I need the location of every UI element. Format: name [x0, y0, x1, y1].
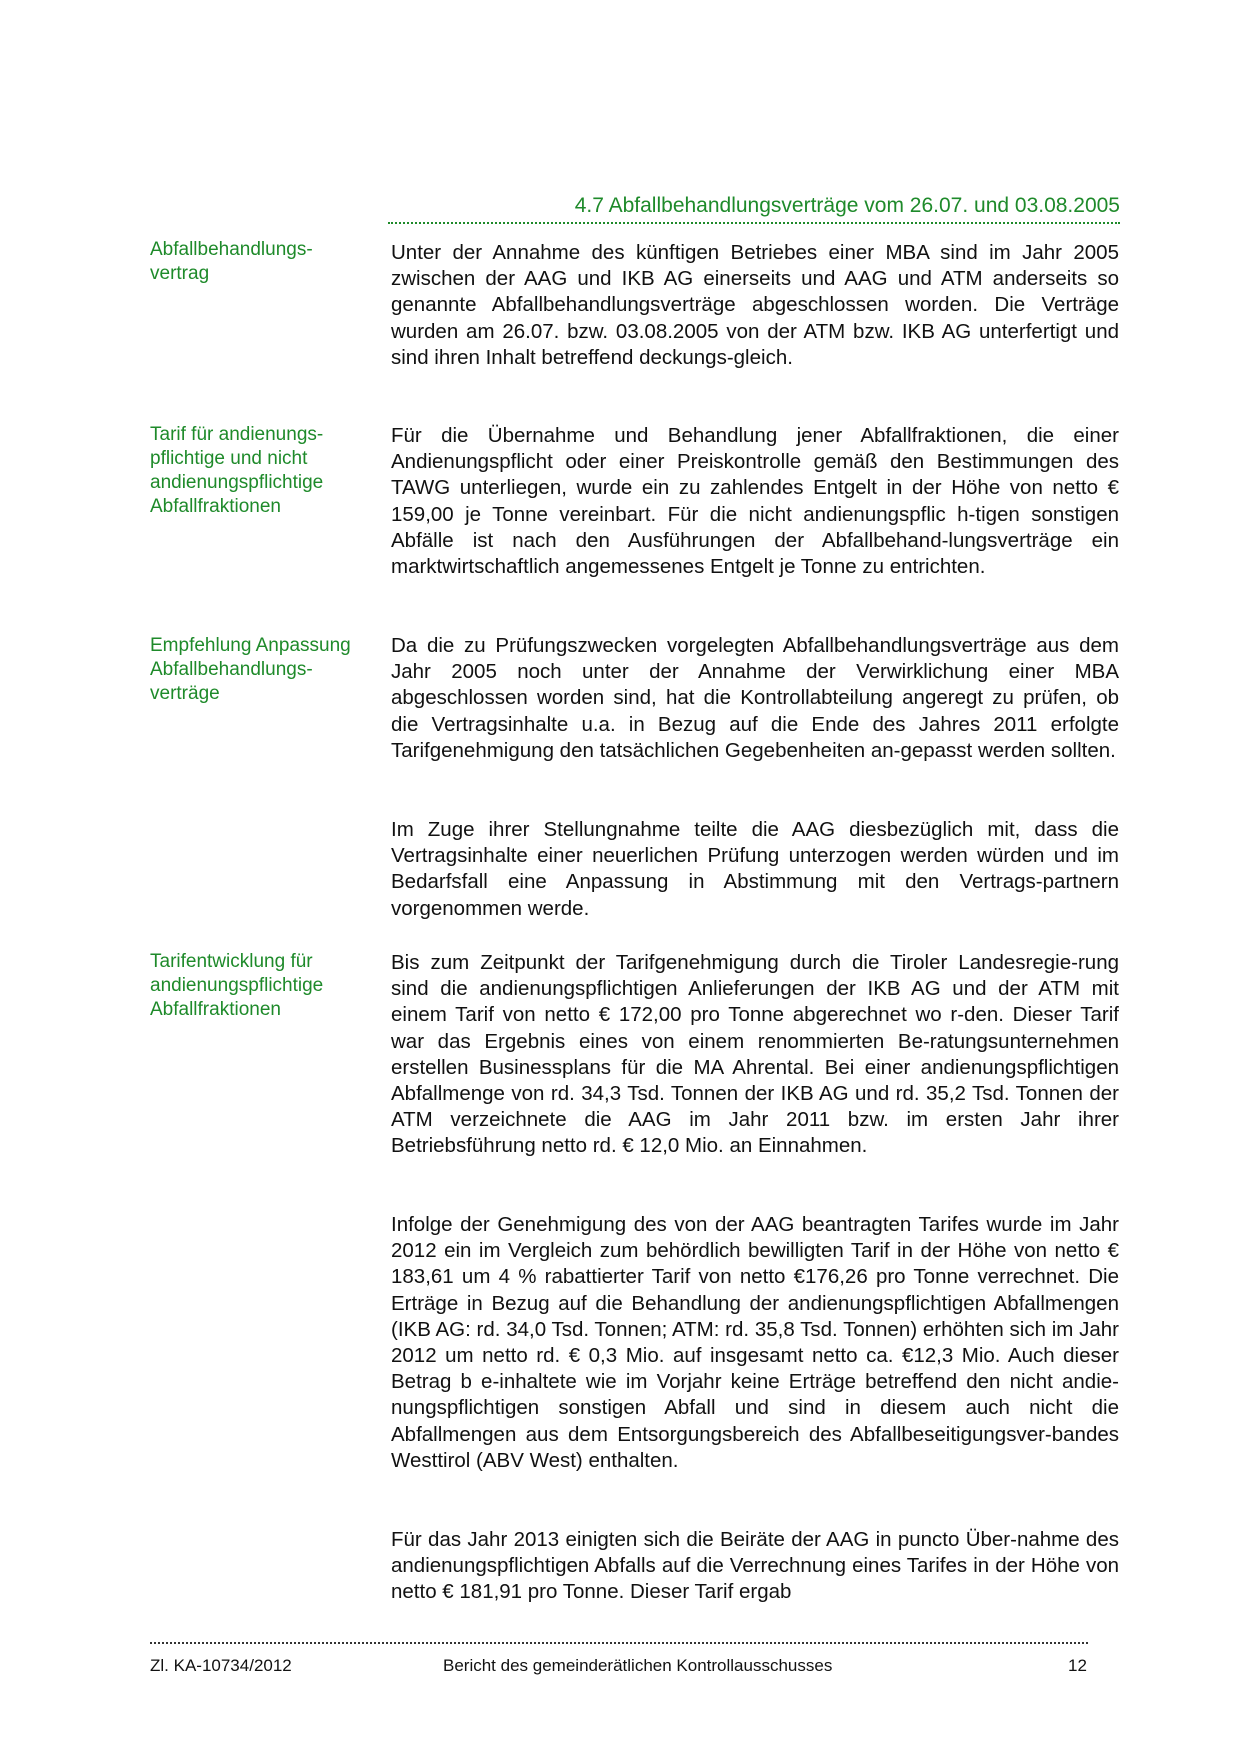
side-note-empfehlung: Empfehlung Anpassung Abfallbehandlungs- verträge [150, 635, 351, 704]
side-note-abfallbehandlungsvertrag: Abfallbehandlungs- vertrag [150, 239, 313, 284]
side-note-tarif: Tarif für andienungs- pflichtige und nicht andienungspflichtige Abfallfraktionen [150, 424, 324, 517]
paragraph: Für das Jahr 2013 einigten sich die Beiräte der AAG in puncto Über-nahme des andienungspflichtigen Abfalls auf die Verrechnung eines Tarifes in der Höhe von netto € 181,91 pro Tonne. Dieser Tarif ergab [391, 1528, 1119, 1604]
paragraph: Infolge der Genehmigung des von der AAG beantragten Tarifes wurde im Jahr 2012 ein im Vergleich zum behördlich bewilligten Tarif in der Höhe von netto € 183,61 um 4 % rabattierter Tarif von netto €176,26 pro Tonne verrechnet. Die Erträge in Bezug auf die Behandlung der andienungspflichtigen Abfallmengen (IKB AG: rd. 34,0 Tsd. Tonnen; ATM: rd. 35,8 Tsd. Tonnen) erhöhten sich im Jahr 2012 um netto rd. € 0,3 Mio. auf insgesamt netto ca. €12,3 Mio. Auch dieser Betrag b e-inhaltete wie im Vorjahr keine Erträge betreffend den nicht andie-nungspflichtigen sonstigen Abfall und sind in diesem auch nicht die Abfallmengen aus dem Entsorgungsbereich des Abfallbeseitigungsver-bandes Westtirol (ABV West) enthalten. [391, 1213, 1119, 1472]
paragraph: Bis zum Zeitpunkt der Tarifgenehmigung durch die Tiroler Landesregie-rung sind die andienungspflichtigen Anlieferungen der IKB AG und der ATM mit einem Tarif von netto € 172,00 pro Tonne abgerechnet wo r-den. Dieser Tarif war das Ergebnis eines von einem renommierten Be-ratungsunternehmen erstellen Businessplans für die MA Ahrental. Bei einer andienungspflichtigen Abfallmenge von rd. 34,3 Tsd. Tonnen der IKB AG und rd. 35,2 Tsd. Tonnen der ATM verzeichnete die AAG im Jahr 2011 bzw. im ersten Jahr ihrer Betriebsführung netto rd. € 12,0 Mio. an Einnahmen. [391, 951, 1119, 1158]
page-number: 12 [1068, 1656, 1087, 1675]
footer-divider [150, 1642, 1088, 1644]
paragraph: Unter der Annahme des künftigen Betriebes einer MBA sind im Jahr 2005 zwischen der AAG und IKB AG einerseits und AAG und ATM anderseits so genannte Abfallbehandlungsverträge abgeschlossen worden. Die Verträge wurden am 26.07. bzw. 03.08.2005 von der ATM bzw. IKB AG unterfertigt und sind ihren Inhalt betreffend deckungs-gleich. [391, 241, 1119, 369]
footer-title: Bericht des gemeinderätlichen Kontrollausschusses [443, 1656, 833, 1675]
footer-reference: Zl. KA-10734/2012 [150, 1656, 292, 1675]
heading-divider [388, 222, 1120, 224]
paragraph: Für die Übernahme und Behandlung jener Abfallfraktionen, die einer Andienungspflicht oder einer Preiskontrolle gemäß den Bestimmungen des TAWG unterliegen, wurde ein zu zahlendes Entgelt in der Höhe von netto € 159,00 je Tonne vereinbart. Für die nicht andienungspflic h-tigen sonstigen Abfälle ist nach den Ausführungen der Abfallbehand-lungsverträge ein marktwirtschaftlich angemessenes Entgelt je Tonne zu entrichten. [391, 424, 1119, 579]
paragraph: Im Zuge ihrer Stellungnahme teilte die AAG diesbezüglich mit, dass die Vertragsinhalte einer neuerlichen Prüfung unterzogen werden würden und im Bedarfsfall eine Anpassung in Abstimmung mit den Vertrags-partnern vorgenommen werde. [391, 818, 1119, 920]
side-note-tarifentwicklung: Tarifentwicklung für andienungspflichtige Abfallfraktionen [150, 951, 324, 1020]
paragraph: Da die zu Prüfungszwecken vorgelegten Abfallbehandlungsverträge aus dem Jahr 2005 noch unter der Annahme der Verwirklichung einer MBA abgeschlossen worden sind, hat die Kontrollabteilung angeregt zu prüfen, ob die Vertragsinhalte u.a. in Bezug auf die Ende des Jahres 2011 erfolgte Tarifgenehmigung den tatsächlichen Gegebenheiten an-gepasst werden sollten. [391, 634, 1119, 762]
section-heading: 4.7 Abfallbehandlungsverträge vom 26.07. und 03.08.2005 [574, 194, 1120, 217]
